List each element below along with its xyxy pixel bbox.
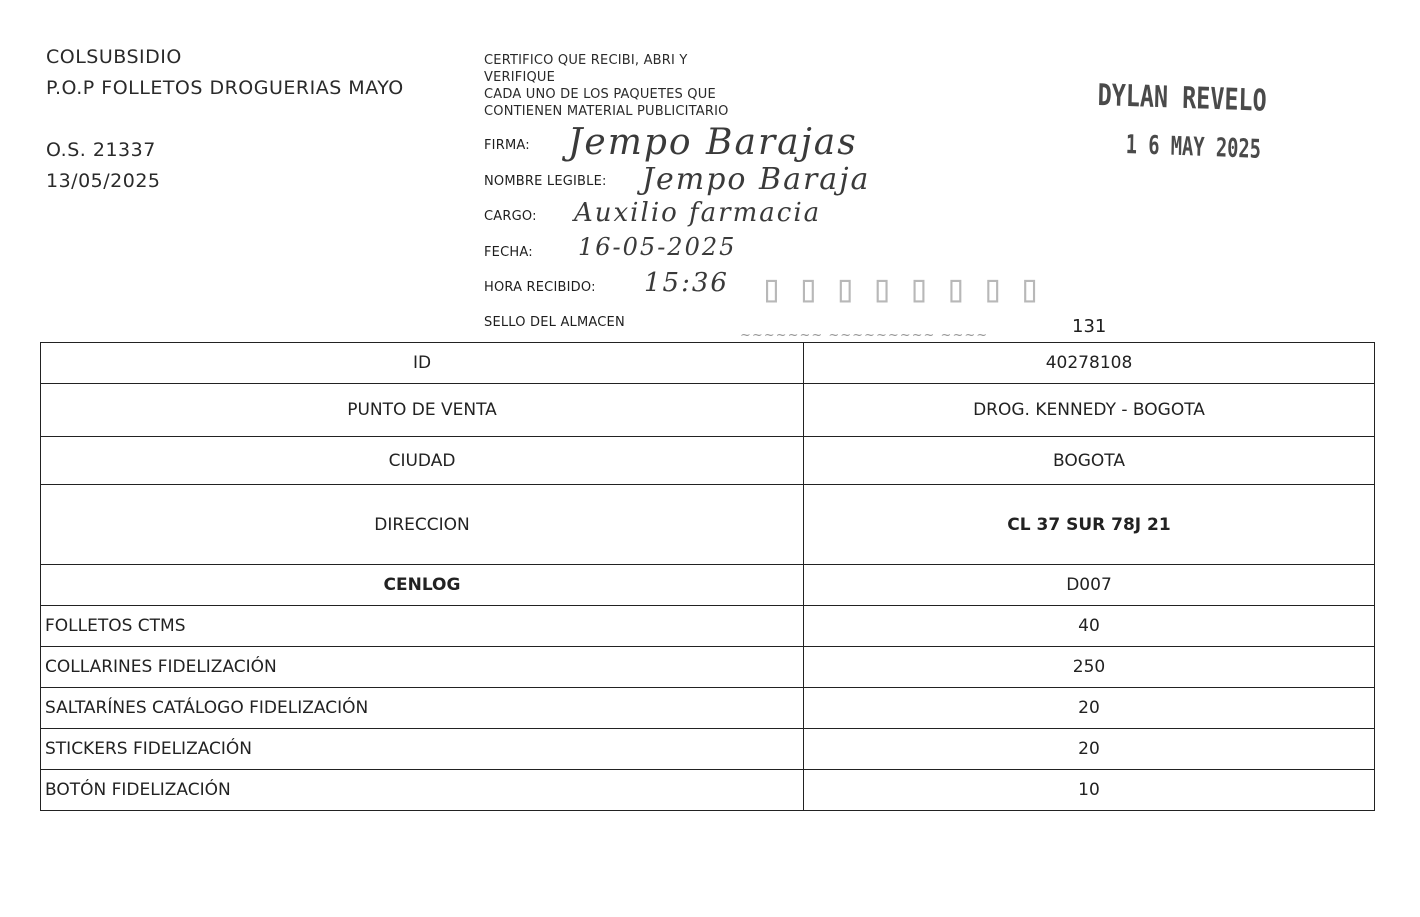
table-row <box>41 485 1375 565</box>
received-stamp-date: 1 6 MAY 2025 <box>1125 130 1262 165</box>
row-label: ID <box>41 343 804 384</box>
faded-stamp-marks: ▯▯▯▯▯▯▯▯ <box>760 266 1056 310</box>
document-date: 13/05/2025 <box>46 170 161 192</box>
table-row <box>41 343 1375 384</box>
signature-label: FIRMA: <box>484 138 530 153</box>
row-label: CENLOG <box>41 565 804 606</box>
store-seal-label: SELLO DEL ALMACEN <box>484 315 625 330</box>
table-row <box>41 647 1375 688</box>
position-label: CARGO: <box>484 209 537 224</box>
table-row <box>41 688 1375 729</box>
certificate-line: CERTIFICO QUE RECIBI, ABRI Y <box>484 53 688 68</box>
row-label: SALTARÍNES CATÁLOGO FIDELIZACIÓN <box>41 688 804 729</box>
date-label: FECHA: <box>484 245 533 260</box>
received-stamp-name: DYLAN REVELO <box>1097 78 1268 119</box>
table-row <box>41 384 1375 437</box>
position-value: Auxilio farmacia <box>574 198 822 228</box>
row-label: COLLARINES FIDELIZACIÓN <box>41 647 804 688</box>
row-value: 10 <box>804 770 1375 811</box>
document-subject: P.O.P FOLLETOS DROGUERIAS MAYO <box>46 77 404 99</box>
received-time-label: HORA RECIBIDO: <box>484 280 596 295</box>
box-number: 131 <box>1072 316 1107 337</box>
certificate-line: CONTIENEN MATERIAL PUBLICITARIO <box>484 104 729 119</box>
row-value: 20 <box>804 729 1375 770</box>
signature-value: Jempo Barajas <box>568 122 858 163</box>
row-label: BOTÓN FIDELIZACIÓN <box>41 770 804 811</box>
row-value: CL 37 SUR 78J 21 <box>804 485 1375 565</box>
delivery-table <box>40 342 1375 811</box>
row-value: 250 <box>804 647 1375 688</box>
legible-name-value: Jempo Baraja <box>642 162 871 197</box>
certificate-line: CADA UNO DE LOS PAQUETES QUE <box>484 87 716 102</box>
row-label: DIRECCION <box>41 485 804 565</box>
company-name: COLSUBSIDIO <box>46 46 182 68</box>
date-value: 16-05-2025 <box>578 233 737 261</box>
order-number: O.S. 21337 <box>46 139 156 161</box>
certificate-line: VERIFIQUE <box>484 70 556 85</box>
row-value: 40 <box>804 606 1375 647</box>
table-row <box>41 437 1375 485</box>
table-row <box>41 770 1375 811</box>
legible-name-label: NOMBRE LEGIBLE: <box>484 174 607 189</box>
row-value: 40278108 <box>804 343 1375 384</box>
row-value: DROG. KENNEDY - BOGOTA <box>804 384 1375 437</box>
row-label: FOLLETOS CTMS <box>41 606 804 647</box>
row-value: 20 <box>804 688 1375 729</box>
received-time-value: 15:36 <box>644 268 729 298</box>
seal-scribble: ~~~~~~~ ~~~~~~~~~ ~~~~ <box>740 328 989 343</box>
row-value: D007 <box>804 565 1375 606</box>
row-label: PUNTO DE VENTA <box>41 384 804 437</box>
row-label: CIUDAD <box>41 437 804 485</box>
row-value: BOGOTA <box>804 437 1375 485</box>
row-label: STICKERS FIDELIZACIÓN <box>41 729 804 770</box>
table-row <box>41 565 1375 606</box>
table-row <box>41 606 1375 647</box>
certificate-statement <box>484 52 804 120</box>
table-row <box>41 729 1375 770</box>
